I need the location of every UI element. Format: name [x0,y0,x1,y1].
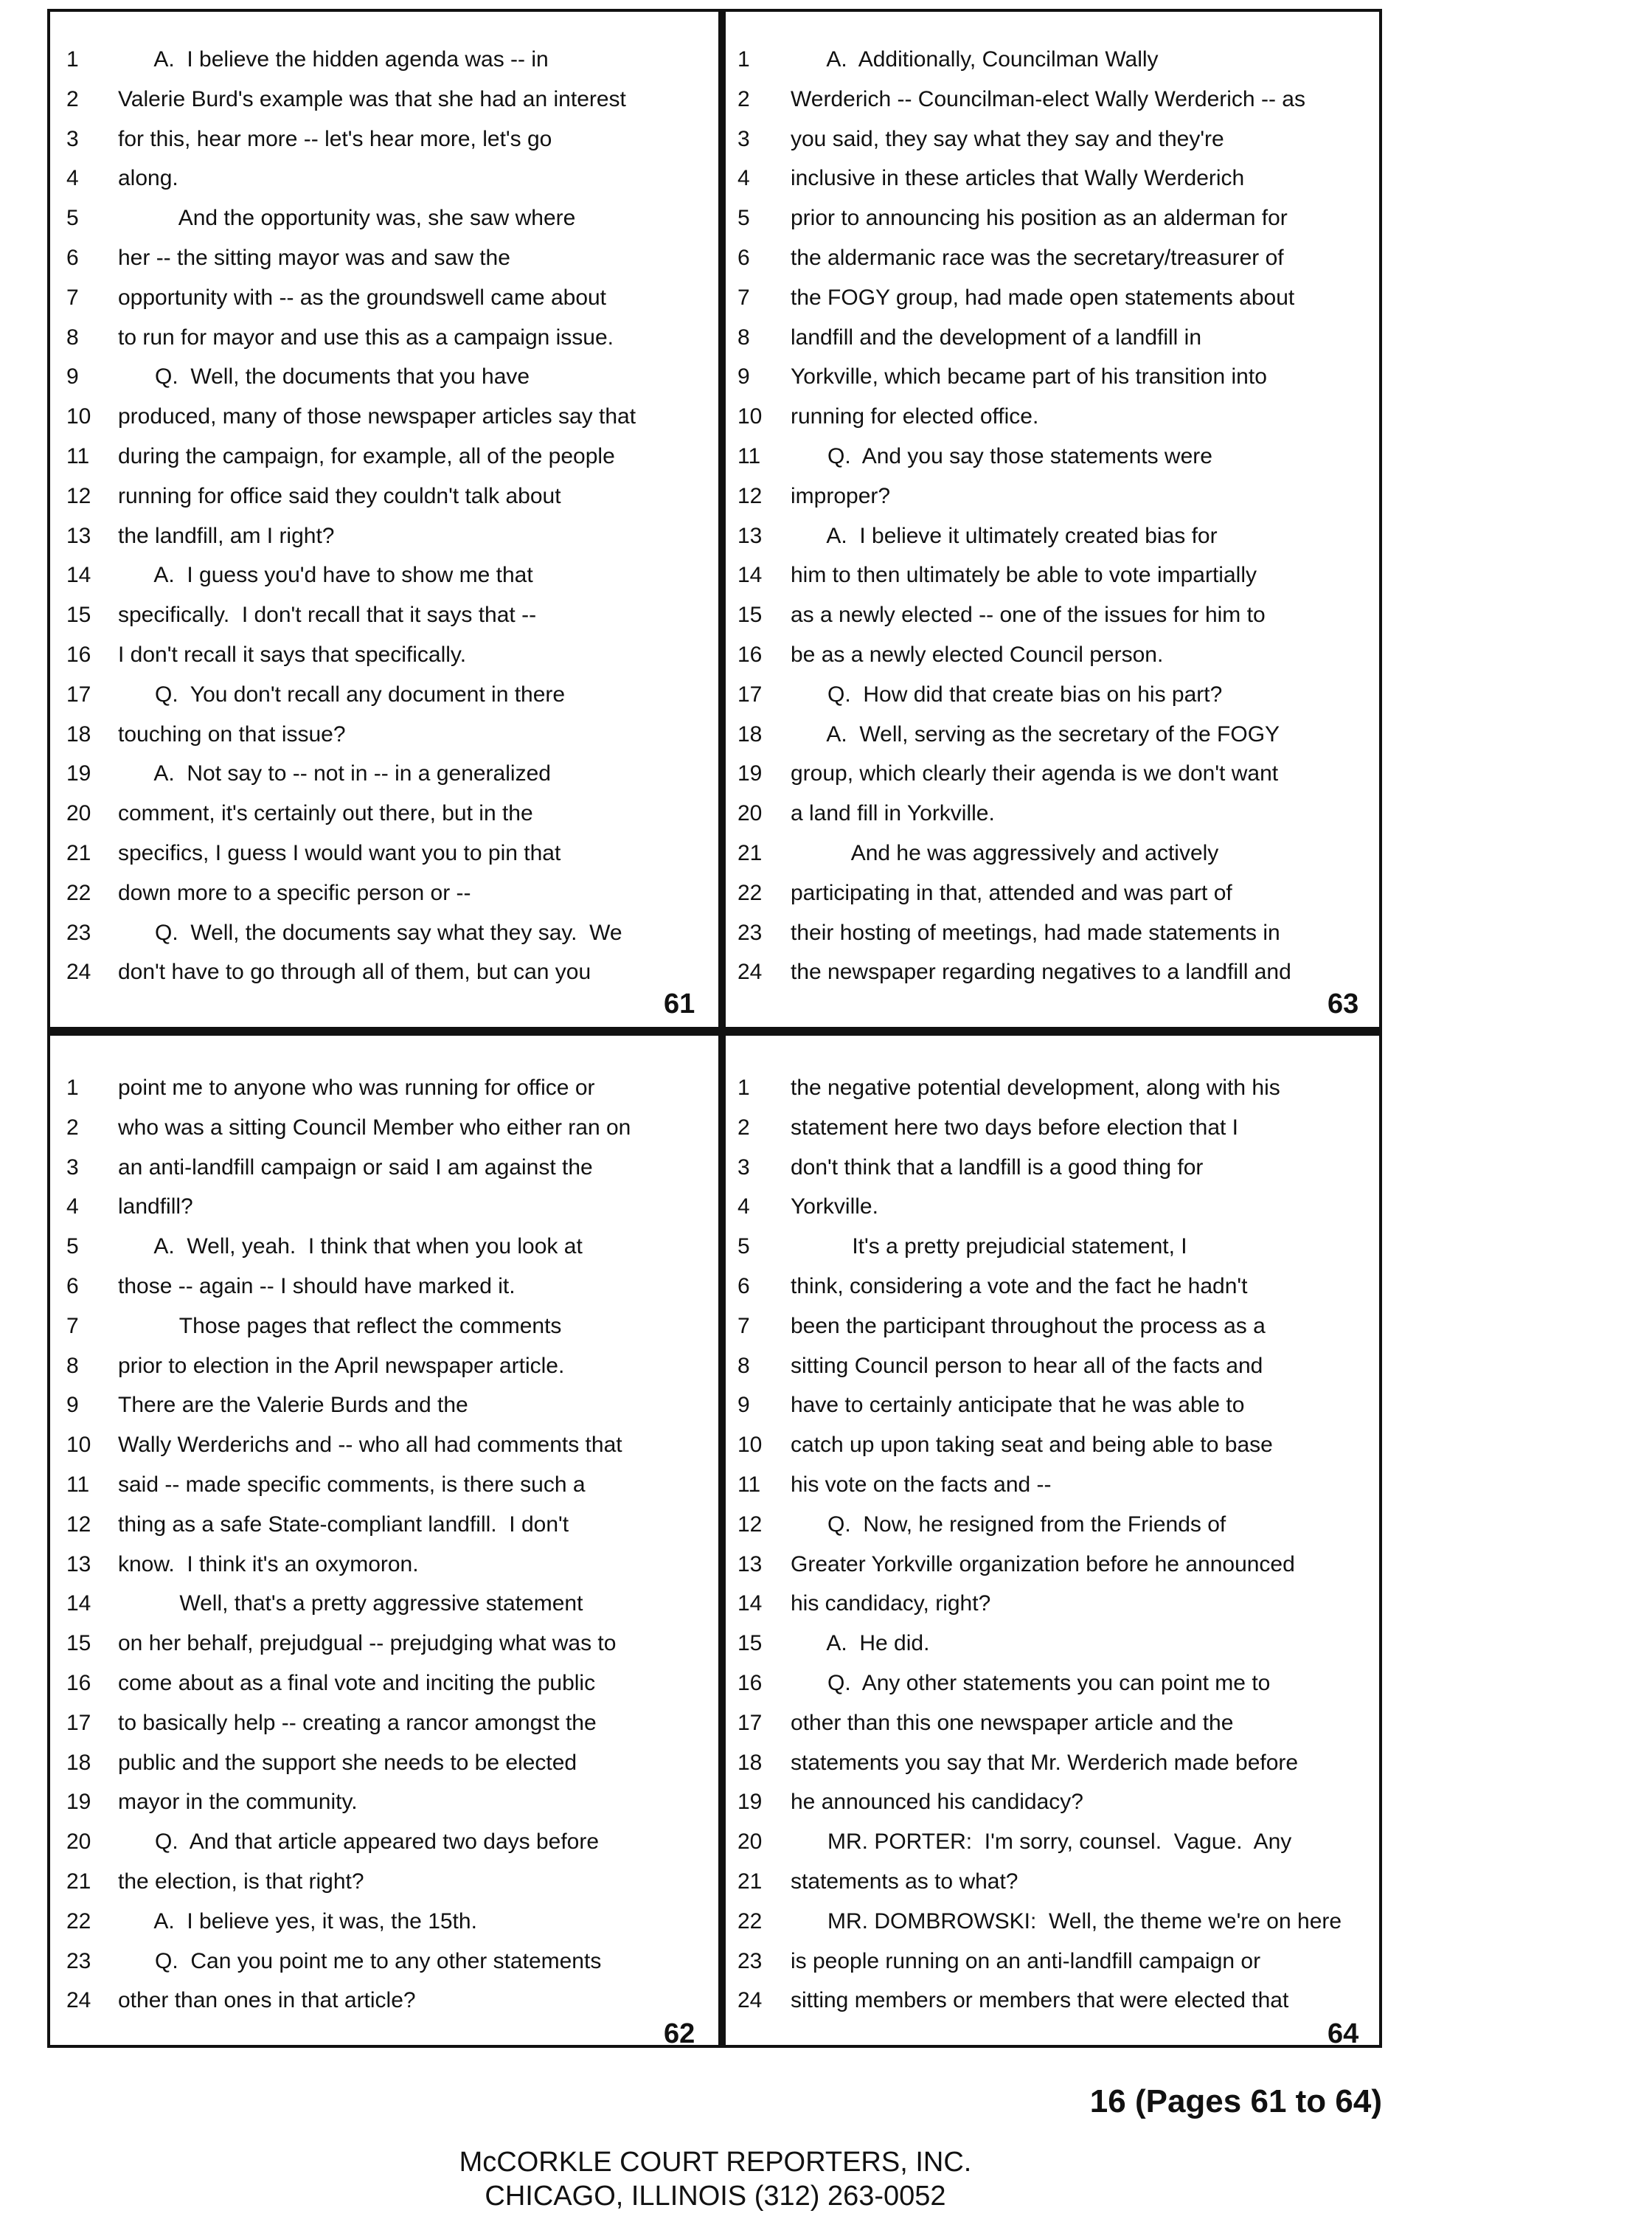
line-text: who was a sitting Council Member who either ran on [118,1115,631,1140]
line-text: to basically help -- creating a rancor amongst the [118,1710,597,1735]
line-number: 12 [738,483,763,508]
line-number: 9 [738,1393,750,1418]
line-text: comment, it's certainly out there, but in the [118,801,533,826]
line-number: 23 [738,1948,763,1973]
line-number: 10 [66,1433,91,1458]
line-number: 7 [66,1313,79,1338]
line-number: 11 [738,1472,761,1497]
line-text: the newspaper regarding negatives to a landfill and [791,960,1291,985]
line-number: 22 [66,1908,91,1934]
line-text: touching on that issue? [118,721,346,747]
line-text: MR. PORTER: I'm sorry, counsel. Vague. Any [791,1829,1292,1855]
line-number: 6 [66,245,79,270]
line-text: as a newly elected -- one of the issues for him to [791,603,1266,628]
line-text: Greater Yorkville organization before he announced [791,1551,1295,1576]
line-number: 1 [738,1076,750,1100]
line-text: Those pages that reflect the comments [118,1313,562,1338]
line-text: Werderich -- Councilman-elect Wally Werderich -- as [791,86,1305,111]
line-number: 10 [66,404,91,429]
line-number: 18 [738,721,763,747]
line-number: 21 [738,840,763,865]
line-number: 17 [66,682,91,707]
line-text: It's a pretty prejudicial statement, I [791,1234,1187,1259]
line-number: 19 [66,1790,91,1815]
line-text: statement here two days before election that I [791,1115,1239,1140]
line-number: 24 [66,960,91,985]
line-number: 15 [66,603,91,628]
line-text: running for elected office. [791,404,1039,429]
line-text: landfill? [118,1194,193,1219]
line-number: 11 [738,443,761,468]
line-text: be as a newly elected Council person. [791,642,1164,667]
line-number: 2 [738,86,750,111]
line-text: point me to anyone who was running for office or [118,1076,595,1100]
line-number: 13 [738,523,763,548]
line-number: 13 [66,523,91,548]
reporter-company: McCORKLE COURT REPORTERS, INC. [459,2147,972,2178]
line-text: A. I believe it ultimately created bias for [791,523,1218,548]
line-number: 12 [66,1512,91,1537]
line-number: 16 [66,642,91,667]
line-number: 14 [738,1591,763,1616]
line-number: 9 [738,364,750,390]
line-number: 18 [66,1750,91,1775]
line-text: other than ones in that article? [118,1988,416,2013]
line-text: thing as a safe State-compliant landfill. I don't [118,1512,569,1537]
line-number: 20 [738,1829,763,1855]
line-number: 24 [738,1988,763,2013]
line-text: improper? [791,483,891,508]
line-text: the negative potential development, along with his [791,1076,1280,1100]
line-text: her -- the sitting mayor was and saw the [118,245,510,270]
line-text: his candidacy, right? [791,1591,991,1616]
line-number: 16 [66,1670,91,1695]
line-text: A. I believe the hidden agenda was -- in [118,47,549,72]
line-text: opportunity with -- as the groundswell came about [118,285,607,310]
line-text: specifically. I don't recall that it says that -- [118,603,537,628]
line-number: 6 [66,1273,79,1298]
line-number: 15 [66,1631,91,1656]
line-number: 19 [738,1790,763,1815]
line-number: 12 [66,483,91,508]
line-number: 17 [738,682,763,707]
line-text: Well, that's a pretty aggressive statement [118,1591,583,1616]
line-number: 21 [66,840,91,865]
line-number: 2 [738,1115,750,1140]
page-number-64: 64 [1328,2018,1359,2049]
line-number: 20 [738,801,763,826]
line-text: And he was aggressively and actively [791,840,1219,865]
page-number-63: 63 [1328,989,1359,1020]
line-text: Q. Now, he resigned from the Friends of [791,1512,1226,1537]
line-text: participating in that, attended and was part of [791,880,1232,905]
line-number: 7 [66,285,79,310]
line-text: A. Additionally, Councilman Wally [791,47,1159,72]
line-number: 3 [66,1154,79,1180]
line-text: Q. You don't recall any document in there [118,682,566,707]
line-number: 1 [66,47,79,72]
line-text: group, which clearly their agenda is we don't want [791,761,1279,786]
page-number-61: 61 [664,989,695,1020]
line-number: 8 [738,325,750,350]
line-number: 19 [738,761,763,786]
line-number: 9 [66,1393,79,1418]
line-number: 13 [66,1551,91,1576]
court-reporter-footer [0,2145,1431,2213]
line-text: to run for mayor and use this as a campaign issue. [118,325,614,350]
line-text: other than this one newspaper article and the [791,1710,1234,1735]
line-text: catch up upon taking seat and being able to base [791,1433,1273,1458]
line-text: Yorkville. [791,1194,878,1219]
line-text: an anti-landfill campaign or said I am against the [118,1154,593,1180]
line-number: 21 [66,1869,91,1894]
line-number: 2 [66,86,79,111]
line-number: 4 [66,166,79,191]
line-number: 6 [738,1273,750,1298]
line-text: come about as a final vote and inciting the public [118,1670,596,1695]
line-number: 22 [738,1908,763,1934]
line-text: A. Not say to -- not in -- in a generalized [118,761,551,786]
line-text: statements as to what? [791,1869,1018,1894]
line-text: the aldermanic race was the secretary/treasurer of [791,245,1284,270]
line-text: Q. Any other statements you can point me to [791,1670,1271,1695]
line-text: produced, many of those newspaper articles say that [118,404,636,429]
line-number: 1 [738,47,750,72]
line-text: Q. And that article appeared two days before [118,1829,600,1855]
line-number: 14 [66,563,91,588]
line-text: A. Well, yeah. I think that when you look at [118,1234,583,1259]
line-text: for this, hear more -- let's hear more, let's go [118,126,552,151]
line-text: Wally Werderichs and -- who all had comments that [118,1433,622,1458]
line-number: 4 [66,1194,79,1219]
line-number: 9 [66,364,79,390]
line-text: And the opportunity was, she saw where [118,206,576,231]
line-text: know. I think it's an oxymoron. [118,1551,419,1576]
line-number: 10 [738,404,763,429]
line-number: 3 [738,126,750,151]
line-text: their hosting of meetings, had made statements in [791,920,1280,945]
line-text: on her behalf, prejudgual -- prejudging what was to [118,1631,617,1656]
line-text: A. I believe yes, it was, the 15th. [118,1908,477,1934]
line-text: the FOGY group, had made open statements about [791,285,1295,310]
line-number: 11 [66,1472,90,1497]
reporter-location: CHICAGO, ILLINOIS (312) 263-0052 [485,2181,946,2212]
line-text: Q. How did that create bias on his part? [791,682,1223,707]
line-text: sitting Council person to hear all of the facts and [791,1353,1263,1378]
line-text: public and the support she needs to be elected [118,1750,577,1775]
line-number: 14 [66,1591,91,1616]
line-text: specifics, I guess I would want you to pin that [118,840,561,865]
line-number: 24 [66,1988,91,2013]
line-number: 23 [66,1948,91,1973]
line-text: don't think that a landfill is a good thing for [791,1154,1204,1180]
line-number: 18 [66,721,91,747]
line-number: 15 [738,1631,763,1656]
line-number: 8 [738,1353,750,1378]
line-number: 20 [66,1829,91,1855]
line-text: the landfill, am I right? [118,523,335,548]
line-number: 12 [738,1512,763,1537]
line-text: is people running on an anti-landfill campaign or [791,1948,1261,1973]
line-text: down more to a specific person or -- [118,880,471,905]
line-number: 6 [738,245,750,270]
line-text: inclusive in these articles that Wally Werderich [791,166,1245,191]
line-text: landfill and the development of a landfill in [791,325,1202,350]
line-number: 3 [66,126,79,151]
line-text: prior to announcing his position as an alderman for [791,206,1288,231]
line-number: 15 [738,603,763,628]
row-divider [47,1027,1382,1036]
line-text: statements you say that Mr. Werderich made before [791,1750,1299,1775]
line-text: Yorkville, which became part of his transition into [791,364,1267,390]
line-number: 23 [738,920,763,945]
line-text: There are the Valerie Burds and the [118,1393,468,1418]
line-number: 2 [66,1115,79,1140]
line-number: 8 [66,325,79,350]
line-text: Valerie Burd's example was that she had an interest [118,86,626,111]
line-text: him to then ultimately be able to vote impartially [791,563,1257,588]
line-number: 17 [66,1710,91,1735]
line-number: 19 [66,761,91,786]
line-text: you said, they say what they say and they're [791,126,1224,151]
line-text: have to certainly anticipate that he was able to [791,1393,1245,1418]
line-number: 8 [66,1353,79,1378]
line-text: sitting members or members that were elected that [791,1988,1289,2013]
line-number: 21 [738,1869,763,1894]
line-text: a land fill in Yorkville. [791,801,995,826]
line-number: 22 [66,880,91,905]
line-text: been the participant throughout the process as a [791,1313,1266,1338]
line-text: he announced his candidacy? [791,1790,1083,1815]
line-number: 20 [66,801,91,826]
line-number: 7 [738,1313,750,1338]
line-text: said -- made specific comments, is there such a [118,1472,586,1497]
line-number: 11 [66,443,90,468]
line-number: 1 [66,1076,79,1100]
line-number: 17 [738,1710,763,1735]
line-number: 5 [66,1234,79,1259]
line-number: 24 [738,960,763,985]
line-text: prior to election in the April newspaper article. [118,1353,565,1378]
line-number: 23 [66,920,91,945]
line-text: A. I guess you'd have to show me that [118,563,533,588]
line-text: think, considering a vote and the fact he hadn't [791,1273,1248,1298]
line-number: 5 [738,206,750,231]
line-text: Q. Well, the documents say what they say. We [118,920,622,945]
line-number: 7 [738,285,750,310]
line-number: 13 [738,1551,763,1576]
line-text: mayor in the community. [118,1790,358,1815]
page-number-62: 62 [664,2018,695,2049]
line-text: running for office said they couldn't talk about [118,483,561,508]
line-text: A. Well, serving as the secretary of the FOGY [791,721,1280,747]
line-text: Q. Can you point me to any other statements [118,1948,602,1973]
line-number: 4 [738,1194,750,1219]
line-number: 16 [738,1670,763,1695]
line-number: 22 [738,880,763,905]
sheet-page-range: 16 (Pages 61 to 64) [1089,2083,1382,2119]
line-number: 16 [738,642,763,667]
line-text: MR. DOMBROWSKI: Well, the theme we're on here [791,1908,1342,1934]
line-text: his vote on the facts and -- [791,1472,1052,1497]
line-text: the election, is that right? [118,1869,364,1894]
line-number: 4 [738,166,750,191]
line-text: along. [118,166,178,191]
line-text: those -- again -- I should have marked it. [118,1273,516,1298]
line-number: 5 [66,206,79,231]
line-text: I don't recall it says that specifically. [118,642,467,667]
line-text: A. He did. [791,1631,930,1656]
line-number: 14 [738,563,763,588]
line-text: Q. And you say those statements were [791,443,1212,468]
line-text: don't have to go through all of them, but can you [118,960,591,985]
line-text: Q. Well, the documents that you have [118,364,530,390]
line-number: 3 [738,1154,750,1180]
line-text: during the campaign, for example, all of the people [118,443,615,468]
line-number: 10 [738,1433,763,1458]
line-number: 18 [738,1750,763,1775]
line-number: 5 [738,1234,750,1259]
